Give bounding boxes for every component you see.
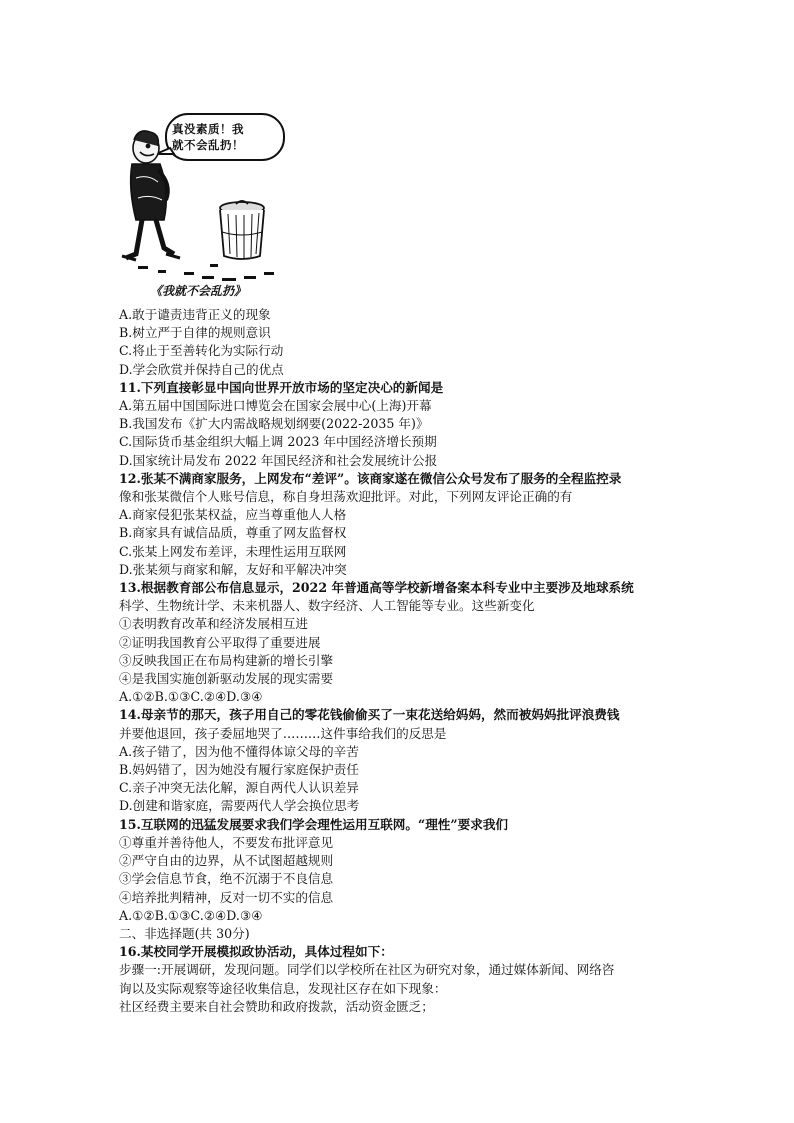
cartoon-caption: 《我就不会乱扔》	[150, 284, 247, 298]
q11-option-b: B.我国发布《扩大内需战略规划纲要(2022-2035 年)》	[119, 416, 429, 432]
litter-marks	[138, 264, 274, 281]
q13-stem-line-1: 13.根据教育部公布信息显示，2022 年普通高等学校新增备案本科专业中主要涉及地球系统	[119, 580, 634, 596]
q15-stem: 15.互联网的迅猛发展要求我们学会理性运用互联网。“理性”要求我们	[119, 816, 509, 832]
speech-line-2: 就不会乱扔！	[172, 138, 244, 152]
speech-line-1: 真没素质！我	[172, 122, 244, 136]
q13-item-1: ①表明教育改革和经济发展相互进	[119, 616, 308, 632]
q12-option-a: A.商家侵犯张某权益，应当尊重他人人格	[119, 507, 347, 523]
q13-choices: A.①②B.①③C.②④D.③④	[119, 689, 263, 705]
trash-can-icon	[220, 201, 264, 259]
q12-stem-line-1: 12.张某不满商家服务，上网发布“差评”。该商家遂在微信公众号发布了服务的全程监控录	[119, 470, 622, 486]
q16-step1-line-2: 询以及实际观察等途径收集信息，发现社区存在如下现象：	[119, 980, 447, 996]
q11-stem: 11.下列直接彰显中国向世界开放市场的坚定决心的新闻是	[119, 379, 444, 395]
q12-option-b: B.商家具有诚信品质，尊重了网友监督权	[119, 525, 347, 541]
q10-option-c: C.将止于至善转化为实际行动	[119, 343, 284, 359]
q10-option-a: A.敢于谴责违背正义的现象	[119, 307, 271, 322]
q10-option-d: D.学会欣赏并保持自己的优点	[119, 361, 284, 377]
q13-item-2: ②证明我国教育公平取得了重要进展	[119, 634, 321, 650]
q10-option-b: B.树立严于自律的规则意识	[119, 325, 271, 341]
q16-step1-line-3: 社区经费主要来自社会赞助和政府拨款，活动资金匮乏；	[119, 998, 434, 1014]
q12-option-c: C.张某上网发布差评，未理性运用互联网	[119, 543, 347, 559]
q16-step1-line-1: 步骤一:开展调研，发现问题。同学们以学校所在社区为研究对象，通过媒体新闻、网络咨	[119, 962, 615, 978]
q11-option-a: A.第五届中国国际进口博览会在国家会展中心(上海)开幕	[119, 398, 432, 414]
q12-option-d: D.张某须与商家和解，友好和平解决冲突	[119, 561, 347, 577]
q12-stem-line-2: 像和张某微信个人账号信息，称自身坦荡欢迎批评。对此，下列网友评论正确的有	[119, 489, 573, 505]
speech-bubble-text	[172, 121, 282, 153]
q13-item-4: ④是我国实施创新驱动发展的现实需要	[119, 671, 334, 687]
q14-stem-line-2: 并要他退回，孩子委屈地哭了………这件事给我们的反思是	[119, 725, 447, 741]
q15-item-2: ②严守自由的边界，从不试图超越规则	[119, 853, 334, 869]
q14-option-a: A.孩子错了，因为他不懂得体谅父母的辛苦	[119, 743, 359, 759]
q15-item-3: ③学会信息节食，绝不沉溺于不良信息	[119, 871, 334, 887]
q14-option-c: C.亲子冲突无法化解，源自两代人认识差异	[119, 780, 359, 796]
q14-option-d: D.创建和谐家庭，需要两代人学会换位思考	[119, 798, 360, 814]
question-content	[119, 306, 679, 1016]
q15-item-4: ④培养批判精神，反对一切不实的信息	[119, 889, 334, 905]
q14-stem-line-1: 14.母亲节的那天，孩子用自己的零花钱偷偷买了一束花送给妈妈，然而被妈妈批评浪费钱	[119, 707, 620, 723]
q14-option-b: B.妈妈错了，因为她没有履行家庭保护责任	[119, 762, 359, 778]
q11-option-d: D.国家统计局发布 2022 年国民经济和社会发展统计公报	[119, 452, 438, 468]
section-2-title: 二、非选择题(共 30分)	[119, 925, 250, 941]
q13-stem-line-2: 科学、生物统计学、未来机器人、数字经济、人工智能等专业。这些新变化	[119, 598, 535, 614]
q11-option-c: C.国际货币基金组织大幅上调 2023 年中国经济增长预期	[119, 434, 437, 450]
q15-item-1: ①尊重并善待他人，不要发布批评意见	[119, 834, 334, 850]
q13-item-3: ③反映我国正在布局构建新的增长引擎	[119, 652, 334, 668]
q15-choices: A.①②B.①③C.②④D.③④	[119, 907, 263, 923]
q16-stem: 16.某校同学开展模拟政协活动，具体过程如下：	[119, 944, 393, 960]
